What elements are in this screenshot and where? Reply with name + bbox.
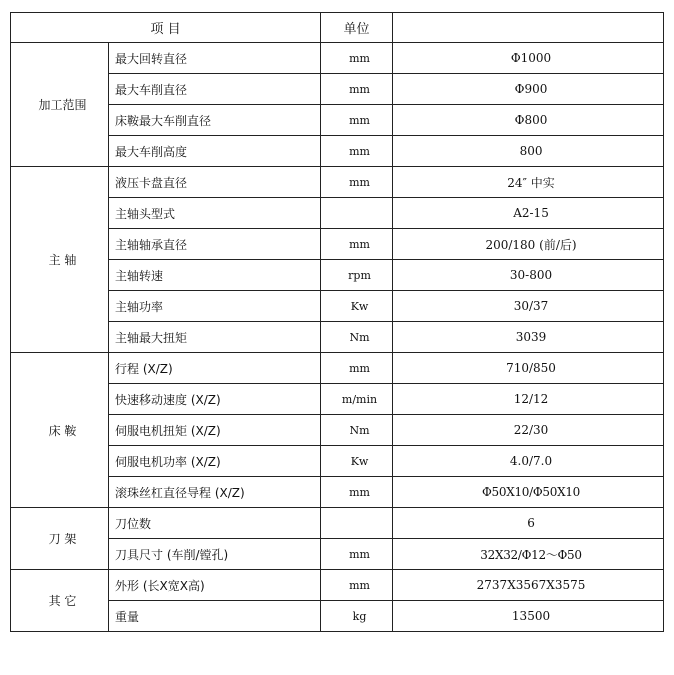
table-row (11, 291, 664, 322)
group-label: 床 鞍 (11, 353, 109, 508)
value-cell: 32X32/Φ12～Φ50 (393, 539, 664, 570)
unit-cell: mm (321, 136, 393, 167)
header-value (393, 13, 664, 43)
unit-cell: mm (321, 229, 393, 260)
item-cell: 主轴轴承直径 (109, 229, 321, 260)
value-cell: Φ800 (393, 105, 664, 136)
value-cell: Φ1000 (393, 43, 664, 74)
item-cell: 快速移动速度 (X/Z) (109, 384, 321, 415)
unit-cell: Nm (321, 322, 393, 353)
item-cell: 主轴功率 (109, 291, 321, 322)
unit-cell (321, 198, 393, 229)
unit-cell: Kw (321, 291, 393, 322)
table-row (11, 415, 664, 446)
table-row (11, 322, 664, 353)
header-unit: 单位 (321, 13, 393, 43)
unit-cell: m/min (321, 384, 393, 415)
unit-cell: kg (321, 601, 393, 632)
table-row (11, 74, 664, 105)
header-item: 项 目 (11, 13, 321, 43)
spec-table (10, 12, 664, 632)
item-cell: 液压卡盘直径 (109, 167, 321, 198)
item-cell: 伺服电机功率 (X/Z) (109, 446, 321, 477)
unit-cell: mm (321, 477, 393, 508)
group-label: 刀 架 (11, 508, 109, 570)
table-row (11, 167, 664, 198)
value-cell: 30/37 (393, 291, 664, 322)
item-cell: 最大车削直径 (109, 74, 321, 105)
group-label: 主 轴 (11, 167, 109, 353)
value-cell: A2-15 (393, 198, 664, 229)
table-row (11, 446, 664, 477)
unit-cell: mm (321, 570, 393, 601)
group-label: 其 它 (11, 570, 109, 632)
item-cell: 刀具尺寸 (车削/镗孔) (109, 539, 321, 570)
table-row (11, 260, 664, 291)
item-cell: 刀位数 (109, 508, 321, 539)
unit-cell (321, 508, 393, 539)
table-row (11, 384, 664, 415)
table-row (11, 136, 664, 167)
unit-cell: Kw (321, 446, 393, 477)
value-cell: 200/180 (前/后) (393, 229, 664, 260)
item-cell: 主轴头型式 (109, 198, 321, 229)
item-cell: 行程 (X/Z) (109, 353, 321, 384)
item-cell: 主轴转速 (109, 260, 321, 291)
value-cell: 30-800 (393, 260, 664, 291)
item-cell: 伺服电机扭矩 (X/Z) (109, 415, 321, 446)
item-cell: 最大车削高度 (109, 136, 321, 167)
item-cell: 外形 (长X宽X高) (109, 570, 321, 601)
unit-cell: mm (321, 539, 393, 570)
unit-cell: mm (321, 353, 393, 384)
value-cell: Φ50X10/Φ50X10 (393, 477, 664, 508)
unit-cell: mm (321, 43, 393, 74)
table-row (11, 353, 664, 384)
unit-cell: Nm (321, 415, 393, 446)
item-cell: 主轴最大扭矩 (109, 322, 321, 353)
unit-cell: rpm (321, 260, 393, 291)
group-label: 加工范围 (11, 43, 109, 167)
value-cell: 12/12 (393, 384, 664, 415)
value-cell: 3039 (393, 322, 664, 353)
table-row (11, 539, 664, 570)
table-row (11, 508, 664, 539)
table-row (11, 229, 664, 260)
item-cell: 重量 (109, 601, 321, 632)
value-cell: 13500 (393, 601, 664, 632)
value-cell: 6 (393, 508, 664, 539)
value-cell: 22/30 (393, 415, 664, 446)
table-row (11, 43, 664, 74)
unit-cell: mm (321, 167, 393, 198)
table-row (11, 477, 664, 508)
table-row (11, 570, 664, 601)
item-cell: 最大回转直径 (109, 43, 321, 74)
value-cell: 24″ 中实 (393, 167, 664, 198)
unit-cell: mm (321, 105, 393, 136)
item-cell: 滚珠丝杠直径导程 (X/Z) (109, 477, 321, 508)
value-cell: 800 (393, 136, 664, 167)
item-cell: 床鞍最大车削直径 (109, 105, 321, 136)
table-row (11, 105, 664, 136)
value-cell: 4.0/7.0 (393, 446, 664, 477)
table-header-row (11, 13, 664, 43)
value-cell: Φ900 (393, 74, 664, 105)
table-row (11, 601, 664, 632)
value-cell: 2737X3567X3575 (393, 570, 664, 601)
unit-cell: mm (321, 74, 393, 105)
table-row (11, 198, 664, 229)
value-cell: 710/850 (393, 353, 664, 384)
